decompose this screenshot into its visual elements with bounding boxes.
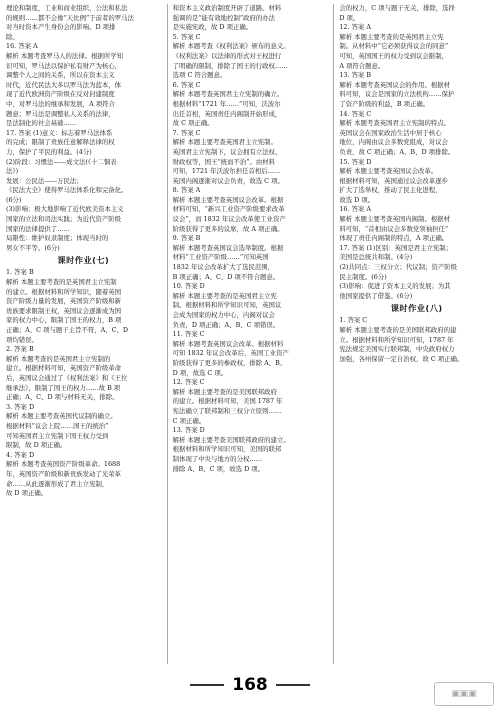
text-line: 国家的法律提供了……: [6, 224, 70, 233]
text-line: (3)影响：极大地影响了近代欧美资本主义: [6, 205, 124, 214]
watermark-logo: ▣▣▣: [434, 682, 494, 706]
text-line: 解析 本题主要考查的是美国联邦政府: [172, 387, 277, 396]
text-column-left: [6, 4, 161, 664]
text-line: 6. 答案 C: [172, 80, 201, 89]
text-line: 出任首相，英国责任内阁制开始形成，: [172, 109, 282, 118]
text-line: 命……从此逐渐形成了君主立宪制，: [6, 479, 109, 488]
text-line: 1. 答案 B: [6, 268, 34, 277]
text-line: B 项正确；A、C、D 项不符合题意。: [172, 272, 280, 281]
footer-rule-left: [190, 684, 224, 686]
text-line: 资产阶级力量的发展，英国资产阶级和新: [6, 297, 122, 306]
text-line: 力，保护了平民的利益。(4分): [6, 147, 92, 156]
text-line: 扩大了选举权，推动了民主化进程，: [339, 186, 442, 195]
text-column-right: [333, 4, 494, 664]
text-line: 是实施宪政，故 D 项正确。: [172, 23, 253, 32]
text-line: 16. 答案 A: [6, 42, 38, 51]
text-line: 财政权等，国王“统而不治”。由材料: [172, 157, 276, 166]
text-line: 3. 答案 D: [6, 402, 35, 411]
text-line: 《权利法案》以法律的形式对王权进行: [172, 51, 282, 60]
text-column-middle: [167, 4, 328, 664]
text-line: 的建立。根据材料可知，美国 1787 年: [172, 397, 283, 406]
text-line: 男女不平等。(6分): [6, 243, 60, 252]
text-line: 后，英国议会通过了《权利法案》和《王位: [6, 373, 128, 382]
text-line: 年，英国资产阶级和新贵族发动了光荣革: [6, 469, 122, 478]
text-line: 12. 答案 C: [172, 378, 205, 387]
text-line: 解析 本题主要考查英国君主立宪制。: [172, 138, 277, 147]
text-line: 1. 答案 C: [339, 316, 368, 325]
text-line: 可知，英国国王的权力受到议会限制，: [339, 51, 448, 60]
text-line: 除。: [6, 32, 19, 41]
text-line: 故 D 项正确。: [6, 489, 48, 498]
text-line: 体现了责任内阁制的特点，A 项正确。: [339, 234, 449, 243]
text-line: (2)阶段：习惯法——成文法(《十二铜表: [6, 157, 117, 166]
text-line: 16. 答案 A: [339, 205, 371, 214]
text-line: 解析 本题考查英国资产阶级革命。1688: [6, 460, 121, 469]
text-line: 1832 年议会改革扩大了选民范围，: [172, 263, 275, 272]
text-line: 排除 A、B、C 项，故选 D 项。: [172, 464, 265, 473]
text-line: 英国内阁逐渐对议会负责，故选 C 项。: [172, 176, 284, 185]
text-line: 识可知，罗马法以保护私有财产为核心，: [6, 61, 122, 70]
text-line: 11. 答案 C: [172, 330, 205, 339]
text-line: 解析 本题考查《权利法案》颁布的意义。: [172, 42, 290, 51]
text-line: 《民法大全》使得罗马法体系化和完备化。: [6, 186, 128, 195]
section-heading: 课时作业(八): [390, 303, 443, 314]
text-line: 解析 本题主要考查英国议会改革。根据: [172, 195, 284, 204]
text-line: 解析 本题主要考查的是美国联邦政府的建: [339, 326, 457, 334]
text-line: 民主制度。(6分): [339, 272, 387, 281]
text-line: 解析 本题主要考查美国联邦政府的建立。: [172, 435, 290, 444]
text-line: 5. 答案 C: [172, 32, 201, 41]
text-line: 中，对罗马法的继承和发展，A 项符合: [6, 99, 115, 108]
text-line: 建立。根据材料可知，英国资产阶级革命: [6, 364, 122, 373]
text-line: 立。根据材料和所学知识可知，1787 年: [339, 335, 454, 344]
section-heading: 课时作业(七): [57, 255, 110, 266]
text-line: 正确；A、C、D 项与材料无关，排除。: [6, 393, 119, 402]
text-line: (2)共同点：三权分立；代议制；资产阶级: [339, 263, 458, 272]
page-footer: [0, 672, 500, 698]
text-line: 阶级获得了更多的参政权，排除 A、B、: [172, 358, 287, 367]
text-line: D 项，故选 C 项。: [172, 368, 228, 377]
text-line: 议会”，而 1832 年议会改革使工业资产: [172, 215, 286, 224]
text-line: 解析 本题考查英国议会选举制度。根据: [172, 243, 284, 252]
text-line: 解析 本题考查罗马人的法律。根据所学知: [6, 51, 124, 60]
text-line: 阶级获得了更多的议席，故 A 项正确。: [172, 224, 284, 233]
text-line: 调整个人之间的关系，所以在资本主义: [6, 71, 115, 80]
text-line: 他国家提供了借鉴。(6分): [339, 291, 413, 300]
text-line: 8. 答案 A: [172, 186, 201, 195]
text-line: 正确；A、C 项与题干主旨不符，A、C、D: [6, 326, 129, 334]
text-line: 料可知，议会是国家的立法机构……保护: [339, 90, 455, 99]
text-line: 发展：公民法——万民法；: [6, 176, 83, 185]
text-line: 法》): [6, 167, 19, 176]
text-line: 现了近代欧洲资产阶级在反对封建制度: [6, 90, 115, 99]
text-line: 会成为国家的权力中心，内阁对议会: [172, 311, 275, 319]
text-line: 了资产阶级的利益，B 项正确。: [339, 99, 430, 108]
text-line: 可知英国君主立宪制下国王权力受到: [6, 431, 109, 440]
text-line: 根据材料和所学知识可知，美国的联邦: [172, 445, 282, 454]
text-line: D 项。: [339, 13, 360, 22]
text-line: 是法制化的社会基础……: [6, 119, 77, 128]
text-line: C 项正确。: [172, 416, 206, 425]
text-line: 负责，D 项正确；A、B、C 项错误。: [172, 320, 280, 329]
text-line: 可知 1832 年议会改革后，英国工业资产: [172, 349, 289, 358]
text-line: 2. 答案 B: [6, 345, 34, 354]
text-line: 的规则……都不会像“天比例”于前者的罗马法: [6, 13, 134, 22]
text-line: 7. 答案 C: [172, 128, 201, 137]
text-line: 题意；罗马法是调整私人关系的法律，: [6, 109, 115, 118]
text-line: 局限性：维护奴隶制度；体现当时的: [6, 234, 109, 243]
text-line: A 项符合题意。: [339, 61, 385, 70]
text-line: (3)影响：促进了资本主义的发展；为其: [339, 282, 451, 291]
text-line: 解析 本题主要考查的是英国君主立宪: [339, 32, 444, 41]
text-line: 解析 本题主要考查英国议会改革。: [339, 167, 438, 176]
text-line: 贵族要求限制王权，英国议会逐渐成为国: [6, 306, 122, 315]
text-line: 制。根据材料和所学知识可知，英国议: [172, 301, 282, 310]
text-line: 地位，内阁由议会多数党组成，对议会: [339, 138, 448, 147]
text-line: 解析 本题考查英国君主立宪制的特点。: [339, 119, 451, 128]
text-line: 的建立。根据材料和所学知识，随着英国: [6, 287, 122, 296]
text-line: 解析 本题考查英国君主立宪制的确立。: [172, 90, 284, 99]
text-line: 加强，各州保留一定自治权，故 C 项正确。: [339, 354, 464, 363]
text-line: 解析 本题考查英国议会的作用。根据材: [339, 80, 451, 89]
text-line: 14. 答案 C: [339, 109, 372, 118]
text-line: 17. 答案 (1)意义：标志着罗马法体系: [6, 128, 113, 137]
text-line: 宪法规定美国实行联邦制，中央政府权力: [339, 345, 455, 354]
text-line: 12. 答案 A: [339, 23, 371, 32]
text-line: 会的权力，C 项与题干无关，排除，选择: [339, 4, 455, 12]
text-line: 解析 本题主要考查的是英国君主立宪: [172, 291, 277, 300]
text-line: 10. 答案 D: [172, 282, 205, 291]
text-line: 宪法确立了联邦制和三权分立原则……: [172, 406, 282, 415]
text-line: 家的权力中心，限制了国王的权力，B 项: [6, 316, 122, 325]
text-line: 故 C 项正确。: [172, 119, 214, 128]
text-line: 13. 答案 D: [172, 426, 205, 435]
text-line: 对当时资本产生身份会的影响。D 项排: [6, 23, 116, 32]
text-line: 材料“工业资产阶级……”可知英国: [172, 253, 269, 262]
text-line: 4. 答案 D: [6, 450, 35, 459]
text-line: 解析 本题主要考查英国内阁制。根据材: [339, 215, 451, 224]
text-line: 强调的是“能有效地控制”政府的办法: [172, 13, 276, 22]
text-line: 根据材料“1721 年……”可知，沃波尔: [172, 99, 281, 108]
text-line: 根据材料可知，英国通过议会改革逐步: [339, 176, 448, 185]
text-line: 15. 答案 D: [339, 157, 372, 166]
text-line: 限制，故 D 项正确。: [6, 441, 67, 450]
text-line: 制体现了中央与地方的分权……: [172, 454, 263, 463]
text-line: 13. 答案 B: [339, 71, 372, 80]
text-line: 材料可知，“新兴工业资产阶级要求改革: [172, 205, 285, 214]
text-line: 制。从材料中“它必须获得议会的同意”: [339, 42, 449, 51]
answer-page: [6, 4, 494, 664]
text-line: 英国议会在国家政治生活中居于核心: [339, 128, 442, 137]
text-line: 根据材料“议会上院……国王的统治”: [6, 421, 109, 430]
text-line: 选项 C 符合题意。: [172, 71, 227, 80]
text-line: 理论和制度，工业和商业组织，公法和私法: [6, 4, 128, 12]
text-line: 解析 本题考查的是英国君主立宪制的: [6, 354, 111, 363]
text-line: 可知，1721 年沃波尔担任首相后……: [172, 167, 281, 176]
text-line: 的完成；限制了贵族任意解释法律的权: [6, 138, 115, 147]
text-line: 料可知，“首相由议会多数党领袖担任”: [339, 224, 449, 233]
footer-rule-right: [276, 684, 310, 686]
text-line: 解析 本题主要考查的是英国君主立宪制: [6, 278, 117, 287]
text-line: 9. 答案 B: [172, 234, 201, 243]
text-line: 解析 本题主要考查英国代议制的确立。: [6, 412, 117, 421]
text-line: 17. 答案 (1)区别：英国是君主立宪制；: [339, 243, 453, 252]
text-line: 英国君主立宪制下，议会拥有立法权、: [172, 147, 282, 156]
text-line: 负责，故 C 项正确；A、B、D 项排除。: [339, 147, 455, 156]
text-line: 国家的立法和司法实践；为近代资产阶级: [6, 215, 122, 224]
text-line: 项均错误。: [6, 335, 38, 344]
text-line: (6分): [6, 195, 22, 204]
text-line: 了明确的限制，排除了国王的行政权……: [172, 61, 288, 70]
page-number: 168: [232, 675, 268, 695]
text-line: 继承法》，限制了国王的权力……故 B 项: [6, 383, 121, 392]
text-line: 美国是总统共和制。(4分): [339, 253, 413, 262]
text-line: 解析 本题考查英国议会改革。根据材料: [172, 339, 284, 348]
text-line: 故选 D 项。: [339, 195, 375, 204]
text-line: 和资本主义政治制度开辟了道路。材料: [172, 4, 282, 12]
text-line: 时代，近代民法大多以罗马法为蓝本，体: [6, 80, 122, 89]
